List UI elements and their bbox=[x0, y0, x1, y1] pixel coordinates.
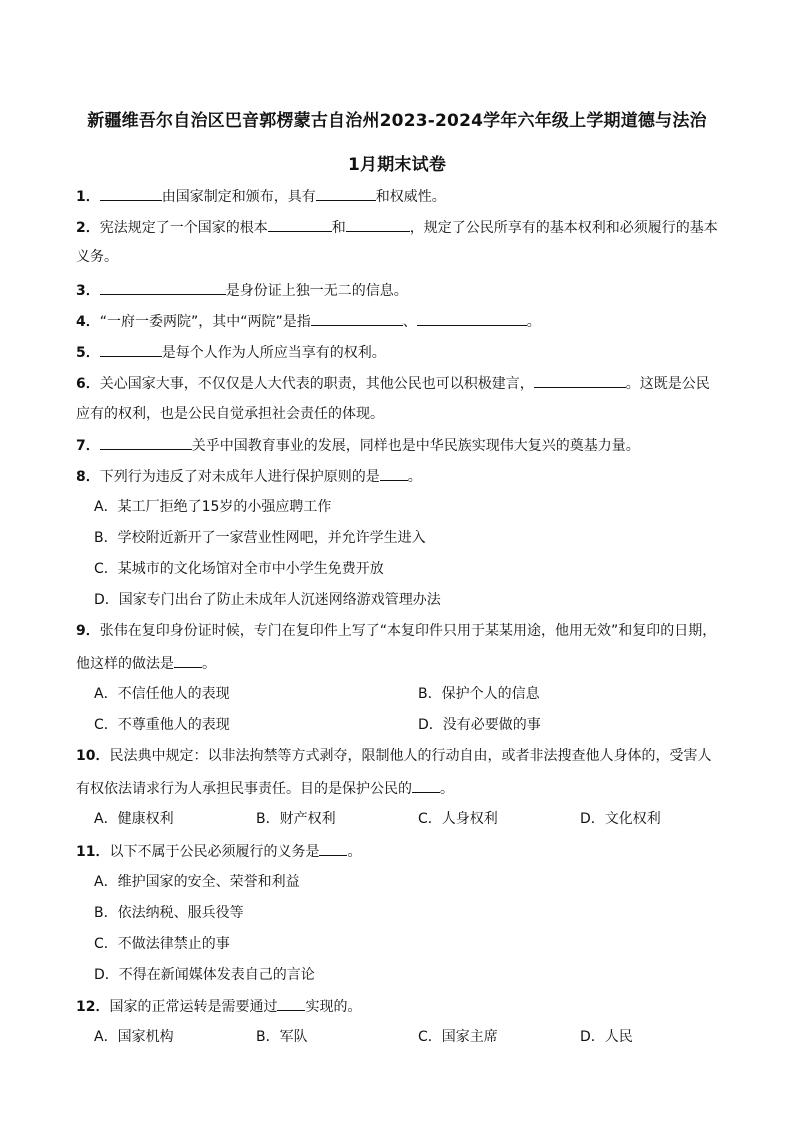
option-a[interactable]: A．健康权利 bbox=[94, 811, 174, 827]
question-text: 。 bbox=[347, 844, 362, 860]
question-number: 10． bbox=[76, 748, 110, 764]
question-number: 7． bbox=[76, 438, 100, 454]
option-d[interactable]: D．不得在新闻媒体发表自己的言论 bbox=[94, 967, 315, 983]
question-11 bbox=[76, 841, 361, 862]
option-d[interactable]: D．人民 bbox=[580, 1029, 633, 1045]
option-c[interactable]: C．某城市的文化场馆对全市中小学生免费开放 bbox=[94, 561, 384, 577]
option-d[interactable]: D．国家专门出台了防止未成年人沉迷网络游戏管理办法 bbox=[94, 592, 441, 608]
question-1 bbox=[76, 186, 446, 207]
question-10 bbox=[76, 746, 711, 766]
question-text: 和 bbox=[331, 220, 346, 236]
option-d[interactable]: D．没有必要做的事 bbox=[418, 717, 541, 733]
document-title-line2: 1月期末试卷 bbox=[347, 155, 447, 175]
option-d[interactable]: D．文化权利 bbox=[580, 811, 661, 827]
question-text: 民法典中规定：以非法拘禁等方式剥夺，限制他人的行动自由，或者非法搜查他人身体的，受害人 bbox=[109, 748, 712, 764]
answer-blank[interactable] bbox=[534, 373, 626, 388]
option-b[interactable]: B．依法纳税、服兵役等 bbox=[94, 905, 244, 921]
option-c[interactable]: C．不做法律禁止的事 bbox=[94, 936, 230, 952]
answer-blank[interactable] bbox=[380, 466, 408, 481]
question-text: 国家的正常运转是需要通过 bbox=[109, 999, 278, 1015]
question-5 bbox=[76, 342, 386, 363]
question-6 bbox=[76, 373, 710, 394]
question-text: 。 bbox=[526, 314, 541, 330]
question-text: “一府一委两院”，其中“两院”是指 bbox=[99, 314, 311, 330]
answer-blank[interactable] bbox=[100, 186, 162, 201]
question-2 bbox=[76, 217, 718, 238]
answer-blank[interactable] bbox=[277, 996, 305, 1011]
question-number: 4． bbox=[76, 314, 100, 330]
question-text: 宪法规定了一个国家的根本 bbox=[99, 220, 268, 236]
option-a[interactable]: A．国家机构 bbox=[94, 1029, 174, 1045]
question-number: 5． bbox=[76, 345, 100, 361]
question-text: 关心国家大事，不仅仅是人大代表的职责，其他公民也可以积极建言， bbox=[99, 376, 534, 392]
question-number: 12． bbox=[76, 999, 110, 1015]
question-text: 张伟在复印身份证时候，专门在复印件上写了“本复印件只用于某某用途，他用无效”和复印的日期， bbox=[99, 623, 717, 639]
question-text: 实现的。 bbox=[305, 999, 362, 1015]
question-text: 。 bbox=[202, 656, 216, 672]
option-b[interactable]: B．军队 bbox=[256, 1029, 308, 1045]
question-number: 11． bbox=[76, 844, 110, 860]
question-text: ，规定了公民所享有的基本权利和必须履行的基本 bbox=[409, 220, 718, 236]
answer-blank[interactable] bbox=[174, 653, 202, 668]
question-6-continued: 应有的权利，也是公民自觉承担社会责任的体现。 bbox=[76, 406, 384, 422]
question-text: 关乎中国教育事业的发展，同样也是中华民族实现伟大复兴的奠基力量。 bbox=[191, 438, 640, 454]
question-text: 、 bbox=[402, 314, 417, 330]
question-3 bbox=[76, 280, 408, 301]
question-text: 由国家制定和颁布，具有 bbox=[161, 189, 316, 205]
option-c[interactable]: C．国家主席 bbox=[418, 1029, 498, 1045]
question-text: 有权依法请求行为人承担民事责任。目的是保护公民的 bbox=[76, 781, 412, 797]
answer-blank[interactable] bbox=[311, 311, 403, 326]
question-text: 是身份证上独一无二的信息。 bbox=[225, 283, 408, 299]
option-a[interactable]: A．不信任他人的表现 bbox=[94, 686, 230, 702]
answer-blank[interactable] bbox=[316, 186, 376, 201]
option-a[interactable]: A．某工厂拒绝了15岁的小强应聘工作 bbox=[94, 499, 332, 515]
question-12 bbox=[76, 996, 361, 1017]
question-number: 9． bbox=[76, 623, 100, 639]
question-10-continued bbox=[76, 778, 454, 799]
question-number: 3． bbox=[76, 283, 100, 299]
question-4 bbox=[76, 311, 541, 332]
question-number: 2． bbox=[76, 220, 100, 236]
question-7 bbox=[76, 435, 640, 456]
option-b[interactable]: B．财产权利 bbox=[256, 811, 336, 827]
question-text: 。这既是公民 bbox=[625, 376, 710, 392]
question-8 bbox=[76, 466, 422, 487]
question-number: 6． bbox=[76, 376, 100, 392]
question-text: 。 bbox=[440, 781, 454, 797]
question-9-continued bbox=[76, 653, 216, 674]
document-title-line1: 新疆维吾尔自治区巴音郭楞蒙古自治州2023-2024学年六年级上学期道德与法治 bbox=[87, 111, 707, 131]
answer-blank[interactable] bbox=[319, 841, 347, 856]
answer-blank[interactable] bbox=[100, 280, 226, 295]
question-2-continued: 义务。 bbox=[76, 249, 118, 265]
answer-blank[interactable] bbox=[100, 435, 192, 450]
option-c[interactable]: C．不尊重他人的表现 bbox=[94, 717, 230, 733]
question-text: 。 bbox=[407, 469, 422, 485]
question-9 bbox=[76, 621, 716, 641]
question-number: 1． bbox=[76, 189, 100, 205]
question-text: 和权威性。 bbox=[375, 189, 446, 205]
option-c[interactable]: C．人身权利 bbox=[418, 811, 498, 827]
question-text: 他这样的做法是 bbox=[76, 656, 174, 672]
answer-blank[interactable] bbox=[417, 311, 527, 326]
answer-blank[interactable] bbox=[268, 217, 332, 232]
option-a[interactable]: A．维护国家的安全、荣誉和利益 bbox=[94, 874, 300, 890]
answer-blank[interactable] bbox=[100, 342, 162, 357]
question-text: 以下不属于公民必须履行的义务是 bbox=[109, 844, 320, 860]
question-text: 是每个人作为人所应当享有的权利。 bbox=[161, 345, 386, 361]
option-b[interactable]: B．学校附近新开了一家营业性网吧，并允许学生进入 bbox=[94, 530, 426, 546]
question-number: 8． bbox=[76, 469, 100, 485]
question-text: 下列行为违反了对未成年人进行保护原则的是 bbox=[99, 469, 380, 485]
option-b[interactable]: B．保护个人的信息 bbox=[418, 686, 540, 702]
answer-blank[interactable] bbox=[412, 778, 440, 793]
answer-blank[interactable] bbox=[346, 217, 410, 232]
